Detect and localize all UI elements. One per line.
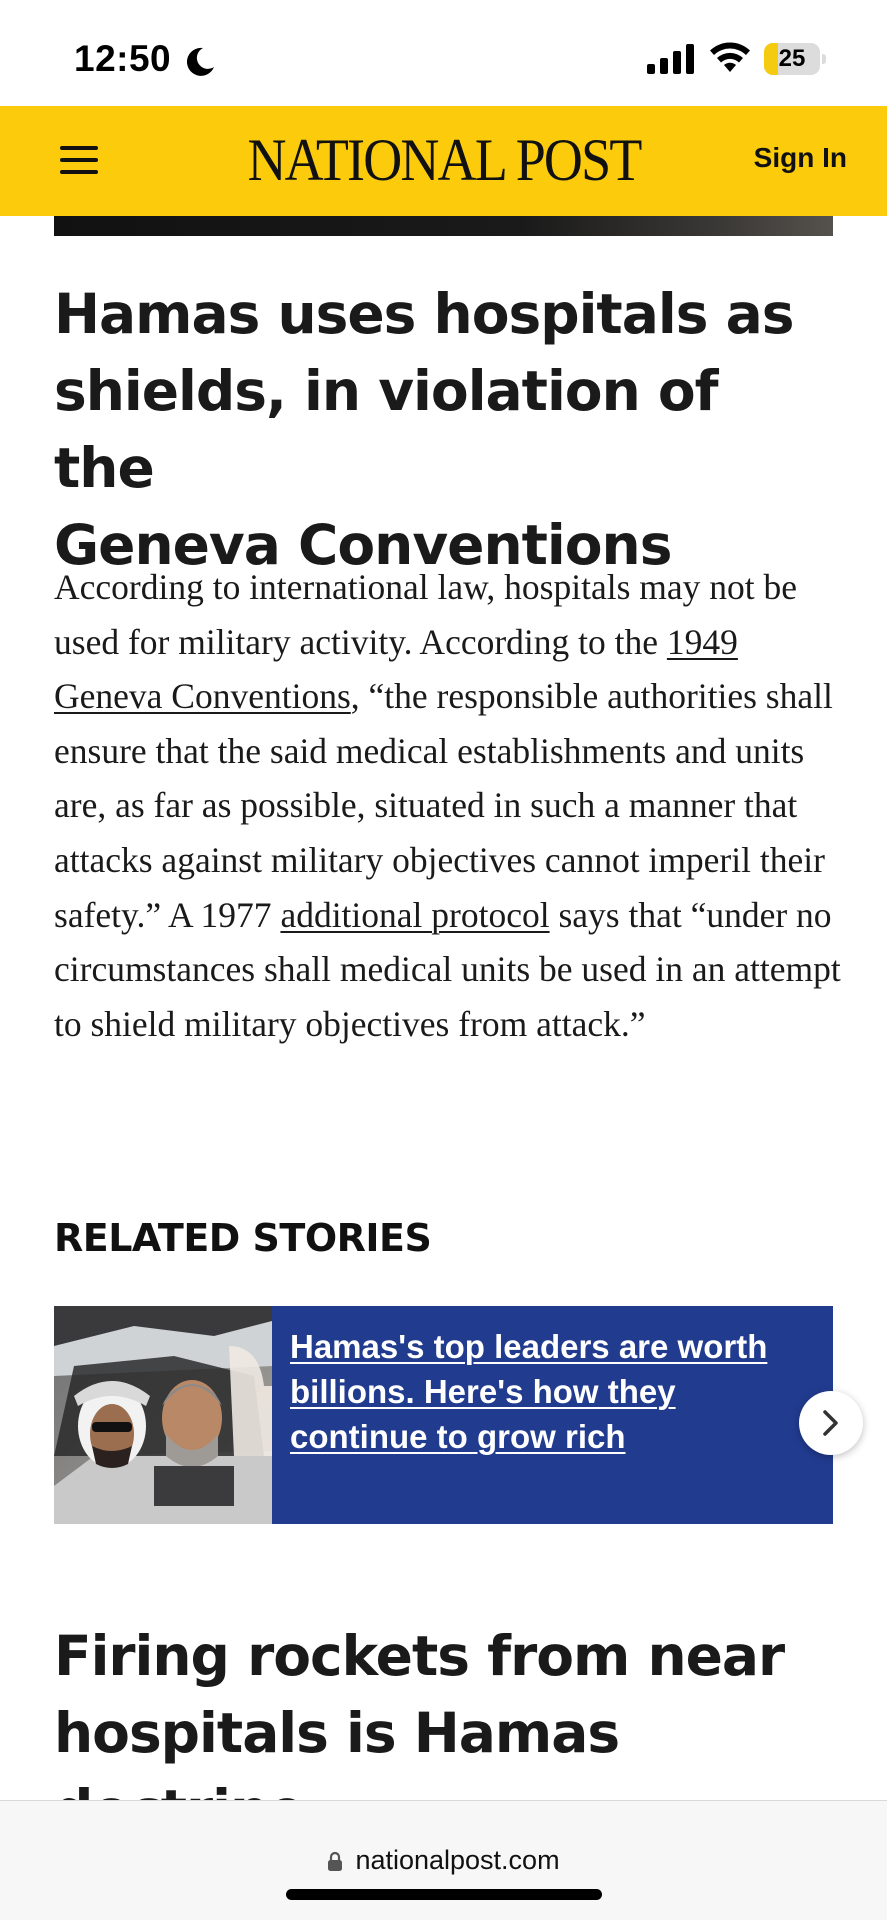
section-heading-line: Geneva Conventions [54, 513, 672, 577]
additional-protocol-link[interactable]: additional protocol [280, 894, 550, 935]
related-story-title[interactable]: Hamas's top leaders are worth billions. Here's how they continue to grow rich [290, 1328, 768, 1455]
related-story-card[interactable] [54, 1306, 833, 1524]
chevron-right-icon [819, 1409, 843, 1437]
logo-text: NATIONAL POST [247, 126, 641, 193]
paragraph-text: says that “under no circumstances shall medical units be used in an attempt to shield military objectives from attack.” [54, 894, 841, 1044]
related-stories-label: RELATED STORIES [54, 1216, 432, 1260]
wifi-icon [710, 42, 750, 74]
next-story-button[interactable] [799, 1391, 863, 1455]
battery-level: 25 [778, 45, 806, 72]
section-heading-line: Firing rockets from near [54, 1624, 785, 1688]
hamburger-menu-icon[interactable] [60, 144, 98, 176]
home-indicator[interactable] [286, 1889, 602, 1900]
article-image-bottom-edge [54, 216, 833, 236]
related-story-thumbnail [54, 1306, 272, 1524]
section-heading-line: Hamas uses hospitals as [54, 282, 794, 346]
national-post-logo[interactable] [248, 122, 640, 198]
section-heading-line: hospitals is Hamas [54, 1701, 620, 1765]
sign-in-link[interactable]: Sign In [753, 142, 847, 173]
status-bar [0, 0, 887, 106]
battery-icon [764, 43, 826, 75]
url-text: nationalpost.com [355, 1845, 560, 1875]
geneva-conventions-link[interactable]: 1949 Geneva Conventions [54, 621, 738, 717]
paragraph-text: According to international law, hospitals may not be used for military activity. According to the [54, 567, 798, 662]
browser-address-bar[interactable] [0, 1800, 887, 1920]
lock-icon [327, 1851, 343, 1871]
section-heading-line: shields, in violation of the [54, 359, 718, 500]
paragraph-text: , “the responsible authorities shall ensure that the said medical establishments and units are, as far as possible, situated in such a manner that attacks against military objectives cannot imperil their safety.” A 1977 [54, 676, 833, 935]
status-time: 12:50 [74, 38, 172, 79]
moon-icon [183, 45, 217, 79]
article-paragraph [54, 560, 844, 1051]
section-heading [54, 276, 833, 584]
signal-icon [647, 44, 695, 74]
site-header [0, 106, 887, 216]
url-display[interactable] [0, 1845, 887, 1876]
